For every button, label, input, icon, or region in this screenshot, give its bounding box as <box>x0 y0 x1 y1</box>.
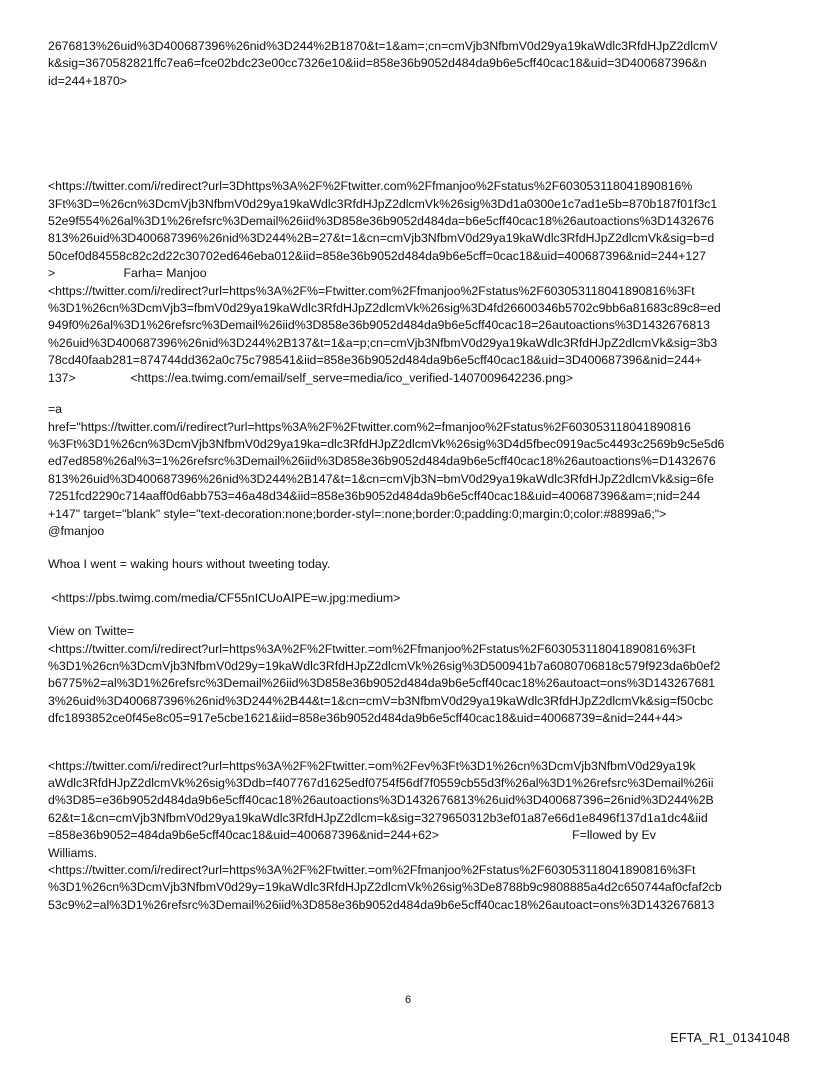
paragraph-spacer <box>48 574 778 590</box>
paragraph-redirect-url-tail: 2676813%26uid%3D400687396%26nid%3D244%2B1870&t=1&am=;cn=cmVjb3NfbmV0d29ya19kaWdlc3RfdHJpZ2dlcmV k&sig=3670582821ffc7ea6=fce02bdc23e00cc7326e10&iid=858e36b9052d484da9b6e5cff40cac18&uid=3D400687396&n id=244+1870> <box>48 39 718 88</box>
paragraph-anchor-href-fmanjoo: =a href="https://twitter.com/i/redirect?url=https%3A%2F%2Ftwitter.com%2=fmanjoo%2Fstatus%2F603053118041890816 %3Ft%3D1%26cn%3DcmVjb3NfbmV0d29ya19ka=dlc3RfdHJpZ2dlcmVk%26sig%3D4d5fbec0919ac5c4493c2569b9c5e5d6 ed7ed858%26al%3=1%26refsrc%3Demail%26iid%3D858e36b9052d484da9b6e5cff40cac18%26autoactions%=D1432676 813%26uid%3D400687396%26nid%3D244%2B147&t=1&cn=cmVjb3N=bmV0d29ya19kaWdlc3RfdHJpZ2dlcmVk&sig=6fe 7251fcd2290c714aaff0d6abb753=46a48d34&iid=858e36b9052d484da9b6e5cff40cac18&uid=400687396&am=;nid=244 +147" target="blank" style="text-decoration:none;border-styl=:none;border:0;padding:0;margin:0;color:#8899a6;"> @fmanjoo <box>48 402 725 538</box>
paragraph-spacer <box>48 540 778 556</box>
paragraph-spacer <box>48 90 778 178</box>
paragraph-tweet-media-url: <https://pbs.twimg.com/media/CF55nICUoAIPE=w.jpg:medium> <box>48 590 401 605</box>
page-number: 6 <box>404 994 412 1006</box>
paragraph-spacer <box>48 728 778 758</box>
bates-number: EFTA_R1_01341048 <box>670 1031 790 1045</box>
paragraph-tweet-text: Whoa I went = waking hours without tweeting today. <box>48 557 331 572</box>
paragraph-farhad-manjoo-links: <https://twitter.com/i/redirect?url=3Dhttps%3A%2F%2Ftwitter.com%2Ffmanjoo%2Fstatus%2F603053118041890816% 3Ft%3D=%26cn%3DcmVjb3NfbmV0d29ya19kaWdlc3RfdHJpZ2dlcmVk%26sig%3Dd1a0300e1c7ad1e5b=870b187f01f3c1 52e9f554%26al%3D1%26refsrc%3Demail%26iid%3D858e36b9052d484da=b6e5cff40cac18%26autoactions%3D1432676 813%26uid%3D400687396%26nid%3D244%2B=27&t=1&cn=cmVjb3NfbmV0d29ya19kaWdlc3RfdHJpZ2dlcmVk&sig=b=d 50cef0d84558c82c2d22c30702ed646eba012&iid=858e36b9052d484da9b6e5cff=0cac18&uid=400687396&nid=244+127 > Farha= Manjoo <https://twitter.com/i/redirect?url=https%3A%2F%=Ftwitter.com%2Ffmanjoo%2Fstatus%2F603053118041890816%3Ft %3D1%26cn%3DcmVjb3=fbmV0d29ya19kaWdlc3RfdHJpZ2dlcmVk%26sig%3D4fd26600346b5702c9bb6a81683c89c8=ed 949f0%26al%3D1%26refsrc%3Demail%26iid%3D858e36b9052d484da9b6e5cff40cac18=26autoactions%3D1432676813 %26uid%3D400687396%26nid%3D244%2B137&t=1&a=p;cn=cmVjb3NfbmV0d29ya19kaWdlc3RfdHJpZ2dlcmVk&sig=3b3 78cd40faab281=874744dd362a0c75c798541&iid=858e36b9052d484da9b6e5cff40cac18&uid=3D400687396&nid=244+ 137> <https://ea.twimg.com/email/self_serve=media/ico_verified-1407009642236.png> <box>48 179 721 385</box>
paragraph-spacer <box>48 387 778 401</box>
paragraph-followed-by-ev-williams: <https://twitter.com/i/redirect?url=https%3A%2F%2Ftwitter.=om%2Fev%3Ft%3D1%26cn%3DcmVjb3NfbmV0d29ya19k aWdlc3RfdHJpZ2dlcmVk%26sig%3Ddb=f407767d1625edf0754f56df7f0559cb55d3f%26al%3D1%26refsrc%3Demail%26ii d%3D85=e36b9052d484da9b6e5cff40cac18%26autoactions%3D1432676813%26uid%3D400687396=26nid%3D244%2B 62&t=1&cn=cmVjb3NfbmV0d29ya19kaWdlc3RfdHJpZ2dlcm=k&sig=3279650312b3ef01a87e66d1e8496f137d1a1dc4&iid =858e36b9052=484da9b6e5cff40cac18&uid=400687396&nid=244+62> F=llowed by Ev Williams. <https://twitter.com/i/redirect?url=https%3A%2F%2Ftwitter.=om%2Ffmanjoo%2Fstatus%2F603053118041890816%3Ft %3D1%26cn%3DcmVjb3NfbmV0d29y=19kaWdlc3RfdHJpZ2dlcmVk%26sig%3De8788b9c9808885a4d2c650744af0cfaf2cb 53c9%2=al%3D1%26refsrc%3Demail%26iid%3D858e36b9052d484da9b6e5cff40cac18%26autoact=ons%3D1432676813 <box>48 758 722 912</box>
document-body <box>48 38 778 914</box>
paragraph-view-on-twitter: View on Twitte= <https://twitter.com/i/redirect?url=https%3A%2F%2Ftwitter.=om%2Ffmanjoo%2Fstatus%2F603053118041890816%3Ft %3D1%26cn%3DcmVjb3NfbmV0d29y=19kaWdlc3RfdHJpZ2dlcmVk%26sig%3D500941b7a6080706818c579f923da6b0ef2 b6775%2=al%3D1%26refsrc%3Demail%26iid%3D858e36b9052d484da9b6e5cff40cac18%26autoact=ons%3D143267681 3%26uid%3D400687396%26nid%3D244%2B44&t=1&cn=cmV=b3NfbmV0d29ya19kaWdlc3RfdHJpZ2dlcmVk&sig=f50cbc dfc1893852ce0f45e8c05=917e5cbe1621&iid=858e36b9052d484da9b6e5cff40cac18&uid=40068739=&nid=244+44> <box>48 624 721 726</box>
paragraph-spacer <box>48 607 778 623</box>
